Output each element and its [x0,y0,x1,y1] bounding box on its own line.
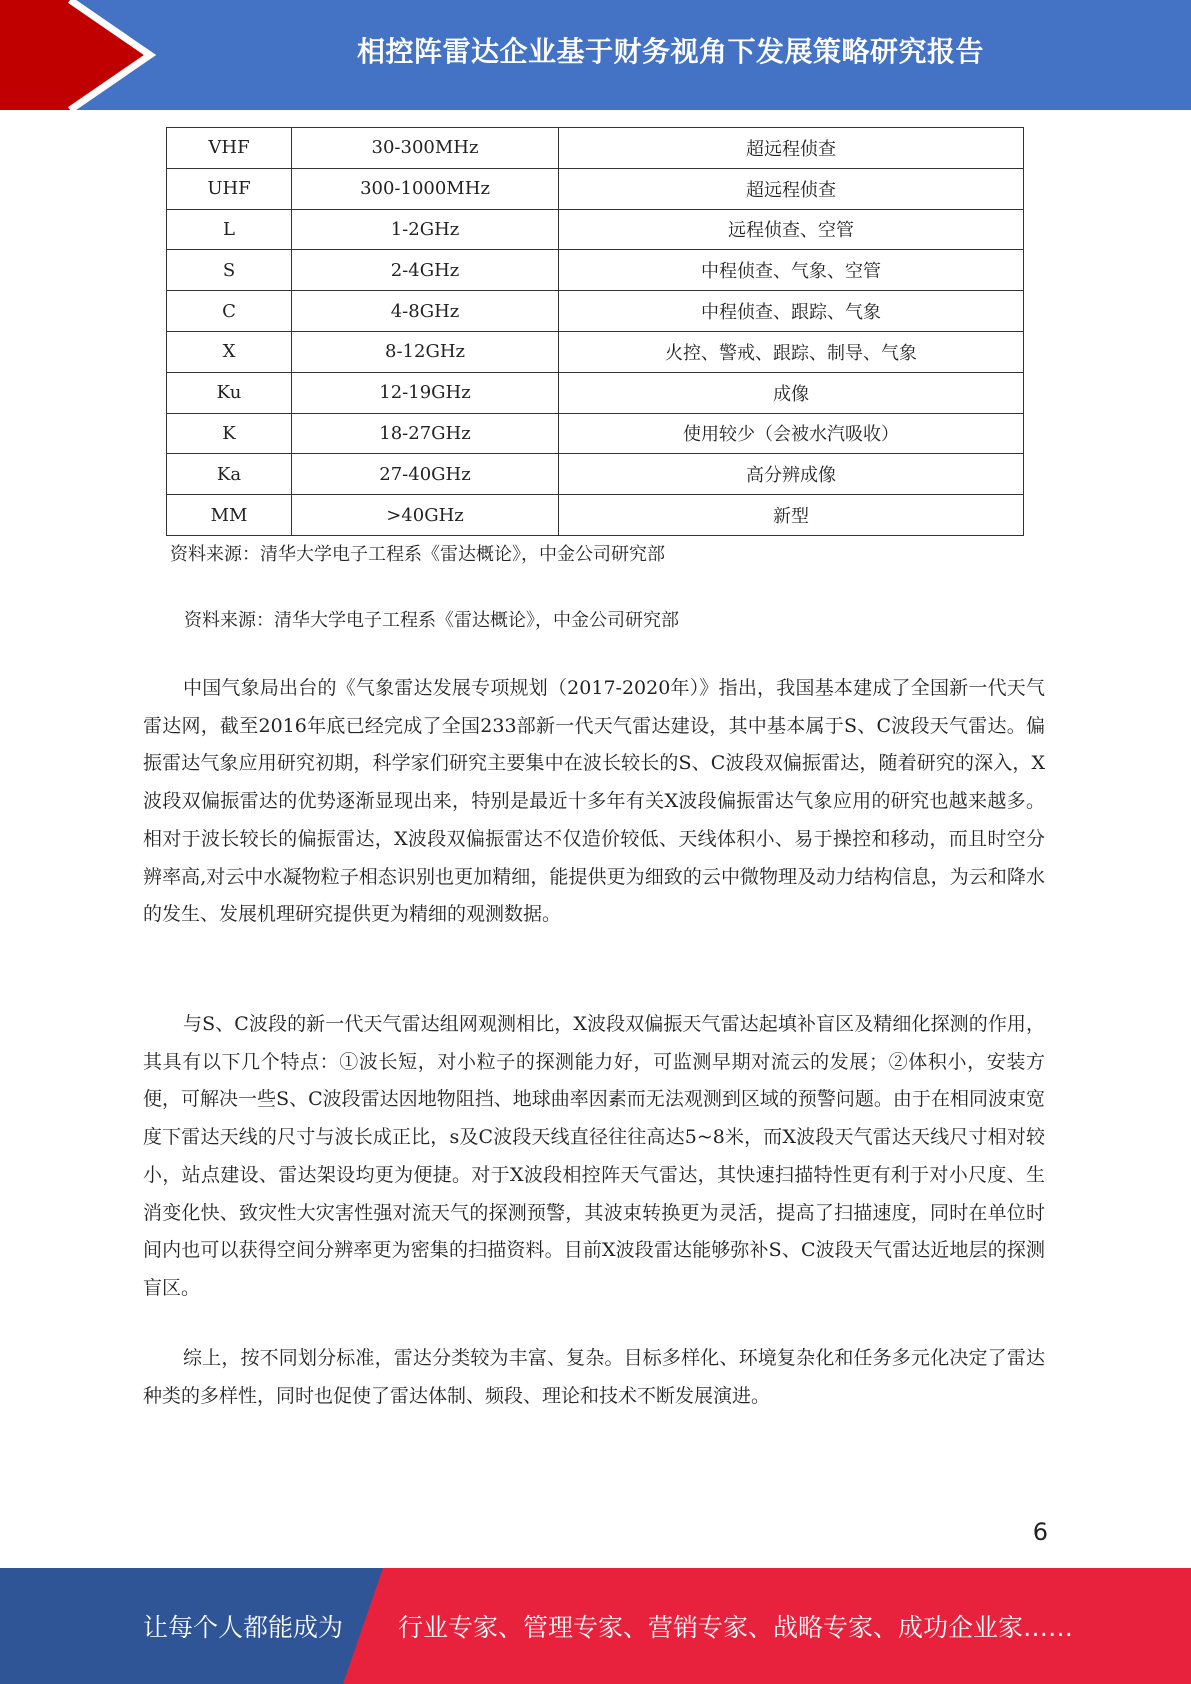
application-cell: 超远程侦查 [559,128,1024,169]
source-note: 资料来源：清华大学电子工程系《雷达概论》，中金公司研究部 [184,610,679,631]
frequency-cell: 18-27GHz [292,413,559,454]
radar-band-table [166,127,1024,536]
footer-slogan-left: 让每个人都能成为 [143,1613,344,1642]
band-cell: L [167,209,292,250]
frequency-cell: 27-40GHz [292,454,559,495]
table-row [167,413,1024,454]
frequency-cell: 4-8GHz [292,291,559,332]
application-cell: 远程侦查、空管 [559,209,1024,250]
table-row [167,495,1024,536]
frequency-cell: 12-19GHz [292,372,559,413]
frequency-cell: 300-1000MHz [292,168,559,209]
page-number: 6 [1032,1518,1048,1546]
band-cell: UHF [167,168,292,209]
page-footer [0,1568,1191,1684]
application-cell: 超远程侦查 [559,168,1024,209]
band-cell: MM [167,495,292,536]
band-cell: Ku [167,372,292,413]
application-cell: 中程侦查、跟踪、气象 [559,291,1024,332]
band-cell: VHF [167,128,292,169]
application-cell: 新型 [559,495,1024,536]
frequency-cell: 8-12GHz [292,331,559,372]
band-cell: C [167,291,292,332]
page-header [0,0,1191,110]
footer-slogan-right: 行业专家、管理专家、营销专家、战略专家、成功企业家…… [398,1613,1074,1642]
application-cell: 成像 [559,372,1024,413]
frequency-cell: 2-4GHz [292,250,559,291]
frequency-cell: >40GHz [292,495,559,536]
table-row [167,454,1024,495]
frequency-cell: 1-2GHz [292,209,559,250]
application-cell: 火控、警戒、跟踪、制导、气象 [559,331,1024,372]
band-cell: Ka [167,454,292,495]
application-cell: 高分辨成像 [559,454,1024,495]
table-row [167,331,1024,372]
table-row [167,128,1024,169]
frequency-cell: 30-300MHz [292,128,559,169]
table-row [167,291,1024,332]
band-cell: S [167,250,292,291]
report-title: 相控阵雷达企业基于财务视角下发展策略研究报告 [356,35,984,68]
band-cell: K [167,413,292,454]
arrow-decoration-icon [0,0,160,110]
table-row [167,168,1024,209]
body-paragraph-3: 综上，按不同划分标准，雷达分类较为丰富、复杂。目标多样化、环境复杂化和任务多元化决定了雷达种类的多样性，同时也促使了雷达体制、频段、理论和技术不断发展演进。 [143,1347,1045,1407]
table-row [167,372,1024,413]
body-paragraph-1: 中国气象局出台的《气象雷达发展专项规划（2017-2020年）》指出，我国基本建成了全国新一代天气雷达网，截至2016年底已经完成了全国233部新一代天气雷达建设，其中基本属于S、C波段天气雷达。偏振雷达气象应用研究初期，科学家们研究主要集中在波长较长的S、C波段双偏振雷达，随着研究的深入，X波段双偏振雷达的优势逐渐显现出来，特别是最近十多年有关X波段偏振雷达气象应用的研究也越来越多。相对于波长较长的偏振雷达，X波段双偏振雷达不仅造价较低、天线体积小、易于操控和移动，而且时空分辨率高,对云中水凝物粒子相态识别也更加精细，能提供更为细致的云中微物理及动力结构信息，为云和降水的发生、发展机理研究提供更为精细的观测数据。 [143,677,1045,926]
application-cell: 中程侦查、气象、空管 [559,250,1024,291]
application-cell: 使用较少（会被水汽吸收） [559,413,1024,454]
table-row [167,209,1024,250]
table-row [167,250,1024,291]
body-paragraph-2: 与S、C波段的新一代天气雷达组网观测相比，X波段双偏振天气雷达起填补盲区及精细化探测的作用，其具有以下几个特点：①波长短，对小粒子的探测能力好，可监测早期对流云的发展；②体积小，安装方便，可解决一些S、C波段雷达因地物阻挡、地球曲率因素而无法观测到区域的预警问题。由于在相同波束宽度下雷达天线的尺寸与波长成正比，s及C波段天线直径往往高达5~8米，而X波段天气雷达天线尺寸相对较小，站点建设、雷达架设均更为便捷。对于X波段相控阵天气雷达，其快速扫描特性更有利于对小尺度、生消变化快、致灾性大灾害性强对流天气的探测预警，其波束转换更为灵活，提高了扫描速度，同时在单位时间内也可以获得空间分辨率更为密集的扫描资料。目前X波段雷达能够弥补S、C波段天气雷达近地层的探测盲区。 [143,1013,1045,1299]
table-source-note: 资料来源：清华大学电子工程系《雷达概论》，中金公司研究部 [170,544,665,565]
band-cell: X [167,331,292,372]
